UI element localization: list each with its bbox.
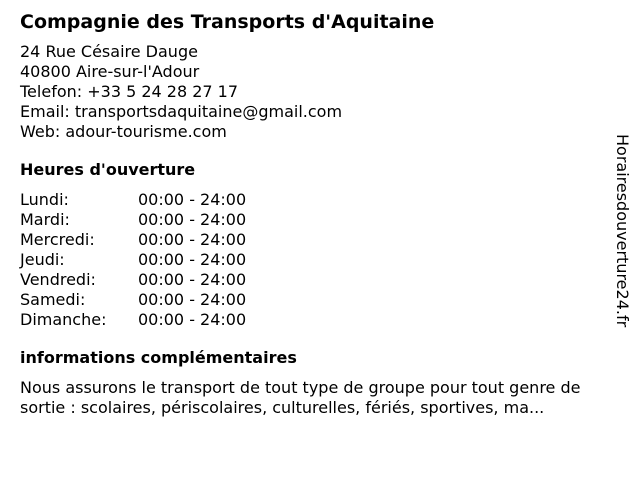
email-address[interactable]: Email: transportsdaquitaine@gmail.com: [20, 102, 343, 121]
time-range: 00:00 - 24:00: [138, 310, 247, 329]
time-range: 00:00 - 24:00: [138, 210, 247, 229]
time-range: 00:00 - 24:00: [138, 230, 247, 249]
info-line: Nous assurons le transport de tout type de groupe pour tout genre de: [20, 378, 581, 397]
hours-row-wednesday: [20, 230, 620, 250]
day-label: Samedi:: [20, 290, 86, 309]
day-label: Lundi:: [20, 190, 69, 209]
company-name: Compagnie des Transports d'Aquitaine: [20, 11, 435, 33]
site-brand-label[interactable]: Horairesdouverture24.fr: [613, 134, 632, 328]
additional-info-text: [20, 378, 635, 418]
hours-row-thursday: [20, 250, 620, 270]
additional-info-heading: informations complémentaires: [20, 348, 297, 367]
phone-number[interactable]: Telefon: +33 5 24 28 27 17: [20, 82, 239, 101]
info-line: sortie : scolaires, périscolaires, culturelles, fériés, sportives, ma...: [20, 398, 545, 417]
business-card: [20, 10, 620, 418]
time-range: 00:00 - 24:00: [138, 290, 247, 309]
day-label: Jeudi:: [20, 250, 65, 269]
address-street: 24 Rue Césaire Dauge: [20, 42, 198, 61]
time-range: 00:00 - 24:00: [138, 270, 247, 289]
address-city: 40800 Aire-sur-l'Adour: [20, 62, 200, 81]
hours-row-saturday: [20, 290, 620, 310]
time-range: 00:00 - 24:00: [138, 190, 247, 209]
day-label: Vendredi:: [20, 270, 96, 289]
day-label: Mardi:: [20, 210, 70, 229]
hours-row-friday: [20, 270, 620, 290]
hours-row-monday: [20, 190, 620, 210]
website-link[interactable]: Web: adour-tourisme.com: [20, 122, 227, 141]
opening-hours-table: [20, 190, 620, 330]
day-label: Mercredi:: [20, 230, 95, 249]
time-range: 00:00 - 24:00: [138, 250, 247, 269]
opening-hours-heading: Heures d'ouverture: [20, 160, 196, 179]
day-label: Dimanche:: [20, 310, 107, 329]
hours-row-sunday: [20, 310, 620, 330]
hours-row-tuesday: [20, 210, 620, 230]
